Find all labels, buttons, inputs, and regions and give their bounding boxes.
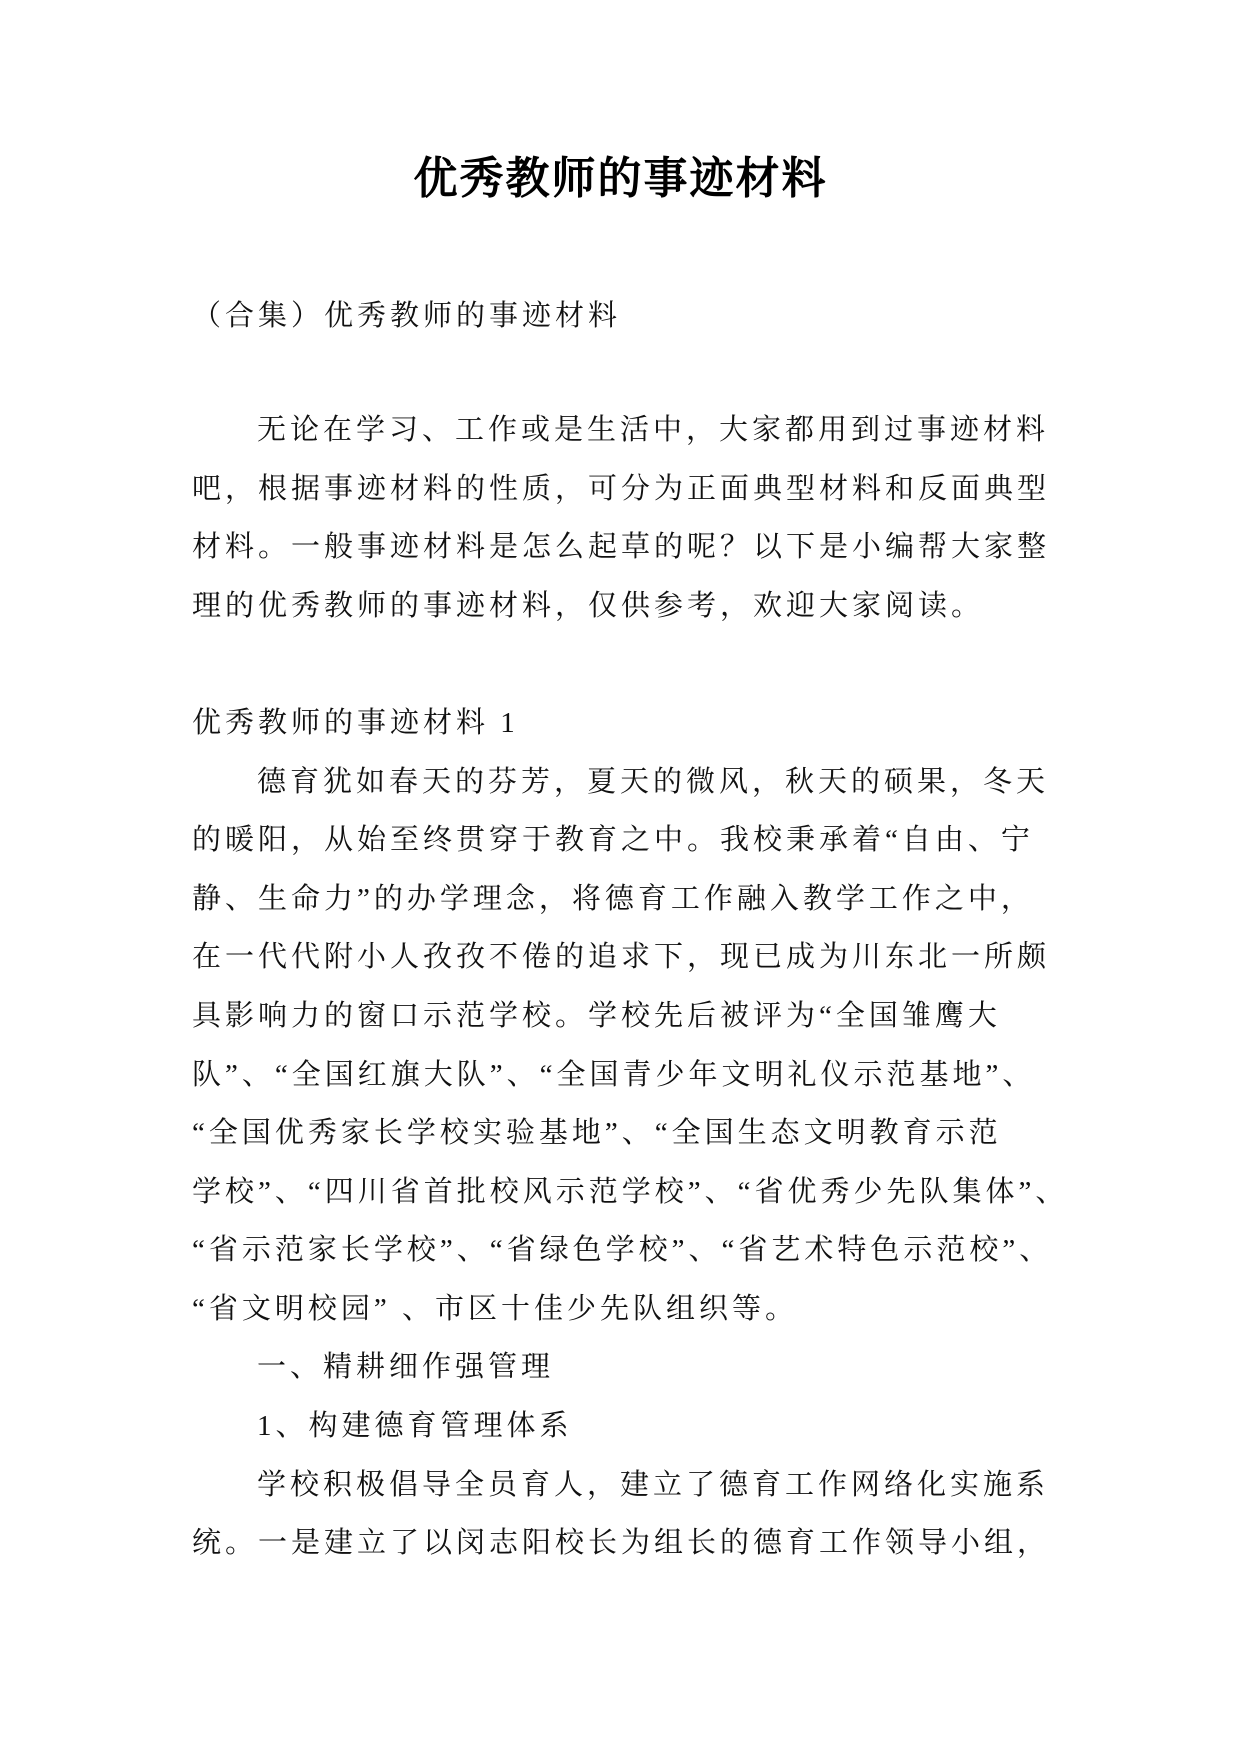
text-line: 学校”、“四川省首批校风示范学校”、“省优秀少先队集体”、 [192,1175,1069,1208]
text-line: 理的优秀教师的事迹材料，仅供参考，欢迎大家阅读。 [192,589,985,622]
text-line: 统。一是建立了以闵志阳校长为组长的德育工作领导小组， [192,1527,1051,1560]
document-title: 优秀教师的事迹材料 [413,153,828,204]
body-paragraph [192,1456,1192,1573]
subheading-paragraph [192,1397,1192,1456]
text-line: “省文明校园” 、市区十佳少先队组织等。 [192,1292,798,1325]
document-body [192,287,1192,1573]
text-line: “省示范家长学校”、“省绿色学校”、“省艺术特色示范校”、 [192,1234,1053,1267]
text-line: 的暖阳，从始至终贯穿于教育之中。我校秉承着“自由、宁 [192,824,1034,857]
text-line: 队”、“全国红旗大队”、“全国青少年文明礼仪示范基地”、 [192,1058,1036,1091]
section-1 [192,694,1192,1573]
text-line: 德育犹如春天的芬芳，夏天的微风，秋天的硕果，冬天 [257,765,1050,798]
subheading-text: 一、精耕细作强管理 [257,1351,555,1384]
section-heading: 优秀教师的事迹材料 1 [192,706,519,739]
text-line: 无论在学习、工作或是生活中，大家都用到过事迹材料 [257,413,1050,446]
intro-paragraph [192,401,1192,635]
text-line: 学校积极倡导全员育人，建立了德育工作网络化实施系 [257,1468,1050,1501]
body-paragraph [192,753,1192,1339]
subheading-paragraph [192,1338,1192,1397]
text-line: “全国优秀家长学校实验基地”、“全国生态文明教育示范 [192,1117,1002,1150]
document-subtitle: （合集）优秀教师的事迹材料 [192,300,622,332]
text-line: 在一代代附小人孜孜不倦的追求下，现已成为川东北一所颇 [192,941,1051,974]
text-line: 静、生命力”的办学理念，将德育工作融入教学工作之中， [192,882,1034,915]
text-line: 具影响力的窗口示范学校。学校先后被评为“全国雏鹰大 [192,999,1001,1032]
text-line: 材料。一般事迹材料是怎么起草的呢？以下是小编帮大家整 [192,531,1051,564]
subheading-text: 1、构建德育管理体系 [257,1410,573,1443]
text-line: 吧，根据事迹材料的性质，可分为正面典型材料和反面典型 [192,472,1051,505]
